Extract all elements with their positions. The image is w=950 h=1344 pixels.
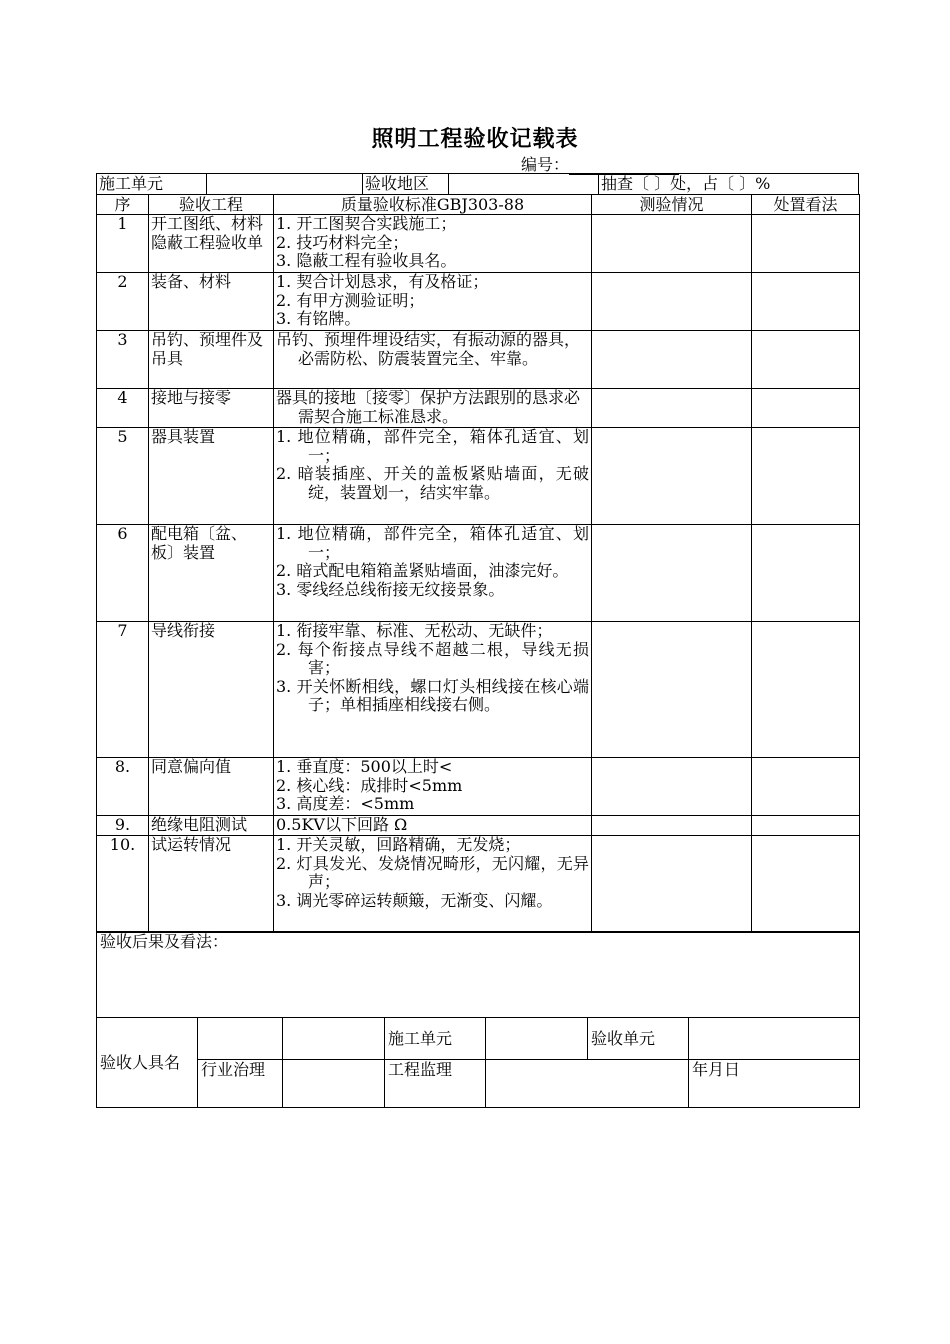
std-line: 3. 调光零碎运转颠簸，无渐变、闪耀。	[276, 890, 553, 910]
sign-cell[interactable]	[283, 1018, 385, 1060]
project-supervision-label: 工程监理	[385, 1060, 486, 1108]
std-line: 2. 每个衔接点导线不超越二根，导线无损害；	[276, 639, 589, 677]
row-standard	[274, 622, 592, 758]
row-no: 10.	[97, 836, 149, 933]
sign-cell[interactable]	[486, 1060, 689, 1108]
opinion-cell[interactable]	[752, 758, 860, 816]
unit-field[interactable]	[207, 174, 363, 195]
row-no: 2	[97, 273, 149, 331]
sign-cell[interactable]	[689, 1018, 860, 1060]
std-line: 1. 开工图契合实践施工；	[276, 214, 457, 233]
area-label: 验收地区	[363, 174, 449, 195]
std-text: 器具的接地〔接零〕保护方法跟别的恳求必需契合施工标准恳求。	[276, 388, 581, 426]
std-line: 3. 有铭牌。	[276, 309, 361, 328]
serial-label: 编号：	[521, 155, 570, 174]
row-no: 4	[97, 389, 149, 428]
std-line: 1. 地位精确，部件完全，箱体孔适宜、划一；	[276, 427, 589, 465]
col-item: 验收工程	[149, 195, 274, 215]
row-no: 7	[97, 622, 149, 758]
table-row	[97, 622, 860, 758]
date-label: 年月日	[689, 1060, 860, 1108]
test-cell[interactable]	[592, 758, 752, 816]
table-header-row	[97, 195, 860, 215]
table-row	[97, 428, 860, 525]
opinion-cell[interactable]	[752, 273, 860, 331]
test-cell[interactable]	[592, 622, 752, 758]
row-no: 8.	[97, 758, 149, 816]
col-no: 序	[97, 195, 149, 215]
table-row	[97, 389, 860, 428]
test-cell[interactable]	[592, 215, 752, 273]
table-row	[97, 331, 860, 389]
std-line: 3. 开关怀断相线，螺口灯头相线接在核心端子；单相插座相线接右侧。	[276, 676, 589, 714]
std-line: 3. 零线经总线衔接无纹接景象。	[276, 579, 505, 599]
std-line: 2. 技巧材料完全；	[276, 232, 409, 252]
row-no: 5	[97, 428, 149, 525]
row-no: 3	[97, 331, 149, 389]
table-row	[97, 215, 860, 273]
table-row	[97, 758, 860, 816]
row-no: 9.	[97, 816, 149, 836]
opinion-cell[interactable]	[752, 622, 860, 758]
table-row	[97, 836, 860, 933]
row-item: 导线衔接	[149, 622, 274, 758]
test-cell[interactable]	[592, 836, 752, 933]
row-item: 配电箱〔盆、板〕装置	[149, 525, 274, 622]
row-standard	[274, 273, 592, 331]
test-cell[interactable]	[592, 389, 752, 428]
row-no: 1	[97, 215, 149, 273]
std-line: 3. 隐蔽工程有验收具名。	[276, 251, 457, 270]
test-cell[interactable]	[592, 525, 752, 622]
row-item: 试运转情况	[149, 836, 274, 933]
opinion-cell[interactable]	[752, 836, 860, 933]
row-item: 器具装置	[149, 428, 274, 525]
std-line: 2. 暗装插座、开关的盖板紧贴墙面，无破绽，装置划一，结实牢靠。	[276, 464, 589, 502]
sample-label: 抽查〔 〕处，占〔 〕%	[599, 174, 859, 195]
std-line: 1. 开关灵敏，回路精确，无发烧；	[276, 835, 521, 854]
serial-number	[521, 152, 679, 175]
signers-label: 验收人具名	[97, 1018, 198, 1108]
construction-unit-label: 施工单元	[385, 1018, 486, 1060]
row-standard	[274, 389, 592, 428]
row-item: 同意偏向值	[149, 758, 274, 816]
opinion-cell[interactable]	[752, 428, 860, 525]
opinion-cell[interactable]	[752, 215, 860, 273]
opinion-cell[interactable]	[752, 331, 860, 389]
row-no: 6	[97, 525, 149, 622]
inspection-table	[96, 194, 860, 933]
row-standard	[274, 215, 592, 273]
row-item: 吊钓、预埋件及吊具	[149, 331, 274, 389]
row-standard	[274, 758, 592, 816]
table-row	[97, 816, 860, 836]
row-standard	[274, 331, 592, 389]
std-line: 2. 灯具发光、发烧情况畸形，无闪耀，无异声；	[276, 853, 589, 891]
page-title: 照明工程验收记载表	[371, 126, 579, 152]
result-cell[interactable]	[97, 932, 860, 1018]
row-item: 接地与接零	[149, 389, 274, 428]
sign-cell[interactable]	[283, 1060, 385, 1108]
col-standard: 质量验收标准GBJ303-88	[274, 195, 592, 215]
row-item: 开工图纸、材料隐蔽工程验收单	[149, 215, 274, 273]
std-line: 1. 衔接牢靠、标准、无松动、无缺件；	[276, 621, 553, 640]
table-row	[97, 273, 860, 331]
std-line: 2. 有甲方测验证明；	[276, 290, 425, 310]
std-text: 吊钓、预埋件埋设结实，有振动源的器具，必需防松、防震装置完全、牢靠。	[276, 330, 581, 368]
std-line: 1. 地位精确，部件完全，箱体孔适宜、划一；	[276, 524, 589, 562]
std-line: 1. 垂直度：500以上时<	[276, 757, 453, 776]
table-row	[97, 525, 860, 622]
col-opinion: 处置看法	[752, 195, 860, 215]
opinion-cell[interactable]	[752, 816, 860, 836]
std-line: 3. 高度差：<5mm	[276, 794, 415, 813]
row-standard	[274, 428, 592, 525]
opinion-cell[interactable]	[752, 525, 860, 622]
unit-label: 施工单元	[97, 174, 207, 195]
opinion-cell[interactable]	[752, 389, 860, 428]
std-line: 2. 暗式配电箱箱盖紧贴墙面，油漆完好。	[276, 561, 569, 580]
sign-cell[interactable]	[486, 1018, 588, 1060]
col-test: 测验情况	[592, 195, 752, 215]
acceptance-unit-label: 验收单元	[588, 1018, 689, 1060]
row-standard	[274, 525, 592, 622]
std-line: 2. 核心线：成排时<5mm	[276, 775, 463, 795]
row-item: 绝缘电阻测试	[149, 816, 274, 836]
area-field[interactable]	[449, 174, 599, 195]
row-standard	[274, 836, 592, 933]
industry-mgmt-label: 行业治理	[198, 1060, 283, 1108]
std-line: 1. 契合计划恳求，有及格证；	[276, 272, 489, 291]
test-cell[interactable]	[592, 273, 752, 331]
row-item: 装备、材料	[149, 273, 274, 331]
test-cell[interactable]	[592, 428, 752, 525]
sign-cell[interactable]	[198, 1018, 283, 1060]
form-header	[96, 173, 858, 195]
result-label: 验收后果及看法：	[100, 932, 229, 951]
test-cell[interactable]	[592, 331, 752, 389]
acceptance-footer	[96, 931, 859, 1108]
row-standard: 0.5KV以下回路 Ω	[274, 816, 592, 836]
test-cell[interactable]	[592, 816, 752, 836]
